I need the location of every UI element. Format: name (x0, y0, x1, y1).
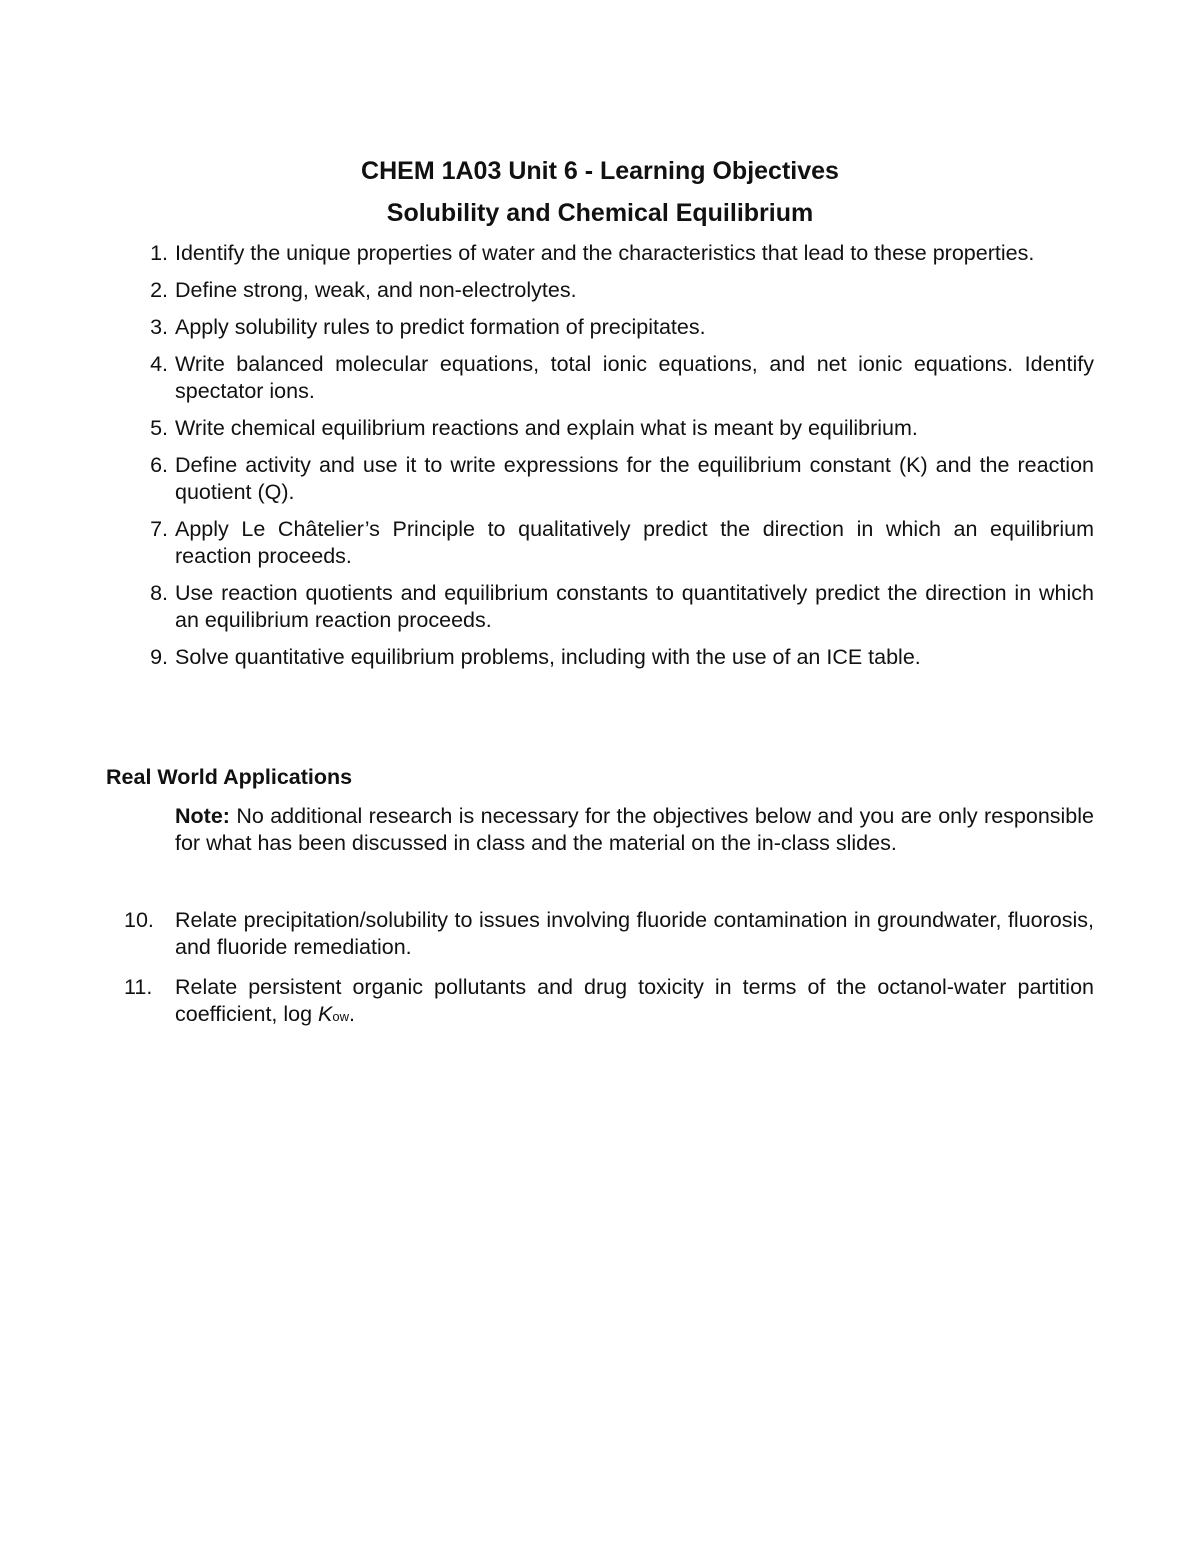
list-item-text: Write balanced molecular equations, total ionic equations, and net ionic equations. Identify spectator ions. (175, 352, 1094, 403)
list-item (124, 907, 1094, 961)
document-title: CHEM 1A03 Unit 6 - Learning Objectives (361, 157, 839, 185)
list-item-number: 1. (150, 241, 168, 265)
list-item (136, 644, 1094, 671)
list-item-text: Define activity and use it to write expressions for the equilibrium constant (K) and the reaction quotient (Q). (175, 453, 1094, 504)
list-item (136, 314, 1094, 341)
list-item-number: 4. (150, 352, 168, 376)
real-world-list (124, 907, 1094, 1043)
list-item (136, 516, 1094, 570)
list-item-text: Identify the unique properties of water and the characteristics that lead to these properties. (175, 241, 1035, 265)
list-item-number: 3. (150, 315, 168, 339)
list-item (136, 240, 1094, 267)
note-label: Note: (175, 804, 230, 828)
kow-subscript: ow (332, 1009, 349, 1024)
note-text: No additional research is necessary for the objectives below and you are only responsible for what has been discussed in class and the material on the in-class slides. (175, 804, 1094, 855)
list-item-text: Use reaction quotients and equilibrium constants to quantitatively predict the direction in which an equilibrium reaction proceeds. (175, 581, 1094, 632)
list-item-suffix: . (349, 1002, 355, 1026)
list-item (136, 580, 1094, 634)
list-item-number: 11. (124, 975, 153, 999)
list-item-text: Solve quantitative equilibrium problems, including with the use of an ICE table. (175, 645, 921, 669)
list-item-text: Apply solubility rules to predict formation of precipitates. (175, 315, 706, 339)
list-item (136, 351, 1094, 405)
list-item-number: 6. (150, 453, 168, 477)
list-item (124, 974, 1094, 1030)
list-item-text: Write chemical equilibrium reactions and explain what is meant by equilibrium. (175, 416, 918, 440)
list-item (136, 277, 1094, 304)
list-item-number: 2. (150, 278, 168, 302)
list-item-number: 9. (150, 645, 168, 669)
note-paragraph (175, 803, 1094, 857)
learning-objectives-list (136, 240, 1094, 681)
list-item-text: Relate precipitation/solubility to issues involving fluoride contamination in groundwater, fluorosis, and fluoride remediation. (175, 908, 1094, 959)
list-item-number: 10. (124, 908, 154, 932)
list-item-number: 7. (150, 517, 168, 541)
real-world-heading: Real World Applications (106, 765, 353, 789)
list-item (136, 452, 1094, 506)
list-item-number: 5. (150, 416, 168, 440)
kow-symbol: K (318, 1002, 333, 1026)
list-item-text: Apply Le Châtelier’s Principle to qualitatively predict the direction in which an equilibrium reaction proceeds. (175, 517, 1094, 568)
document-subtitle: Solubility and Chemical Equilibrium (386, 199, 814, 227)
list-item-text: Relate persistent organic pollutants and drug toxicity in terms of the octanol-water partition coefficient, log (175, 975, 1094, 1026)
list-item-text: Define strong, weak, and non-electrolytes. (175, 278, 577, 302)
list-item-number: 8. (150, 581, 168, 605)
list-item (136, 415, 1094, 442)
